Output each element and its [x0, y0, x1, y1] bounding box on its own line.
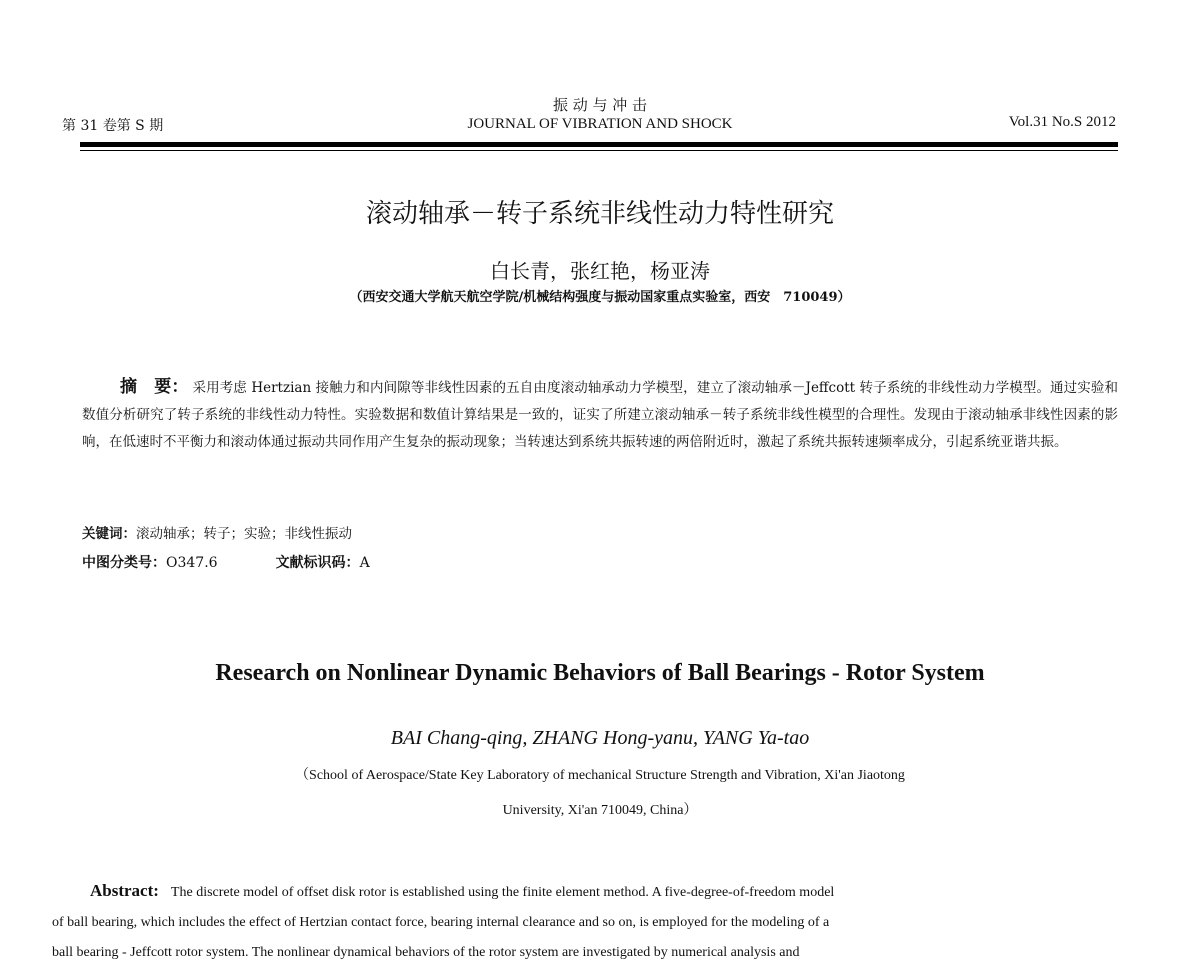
abstract-cn-text: 采用考虑 Hertzian 接触力和内间隙等非线性因素的五自由度滚动轴承动力学模型，建立了滚动轴承－Jeffcott 转子系统的非线性动力学模型。通过实验和数值分析研究了转子系统的非线性动力特性。实验数据和数值计算结果是一致的，证实了所建立滚动轴承－转子系统非线性模型的合理性。发现由于滚动轴承非线性因素的影响，在低速时不平衡力和滚动体通过振动共同作用产生复杂的振动现象；当转速达到系统共振转速的两倍附近时，激起了系统共振转速频率成分，引起系统亚谐共振。	[82, 380, 1119, 450]
journal-name-cn: 振 动 与 冲 击	[552, 96, 648, 114]
abstract-cn-label: 摘 要：	[120, 377, 189, 397]
keywords	[82, 522, 352, 542]
abstract-cn	[82, 374, 1118, 456]
journal-name-en: JOURNAL OF VIBRATION AND SHOCK	[467, 116, 733, 132]
paper-title-en: Research on Nonlinear Dynamic Behaviors of Ball Bearings - Rotor System	[215, 660, 985, 686]
header-rule	[80, 142, 1118, 147]
abstract-en-label: Abstract:	[90, 881, 159, 900]
classification-label: 中图分类号：	[82, 555, 166, 571]
keywords-label: 关键词：	[82, 526, 136, 542]
authors-en: BAI Chang-qing, ZHANG Hong-yanu, YANG Ya-tao	[390, 727, 810, 749]
classification-value: O347.6	[166, 555, 218, 571]
doc-code-label: 文献标识码：	[275, 555, 360, 571]
volume-info: Vol.31 No.S 2012	[1008, 114, 1116, 130]
abstract-en	[52, 876, 1152, 968]
header-rule-thin	[80, 150, 1118, 151]
abstract-en-line: ball bearing - Jeffcott rotor system. The nonlinear dynamical behaviors of the rotor system are investigated by numerical analysis and	[52, 945, 800, 960]
affiliation-en-line1: （School of Aerospace/State Key Laboratory of mechanical Structure Strength and Vibration, Xi'an Jiaotong	[295, 768, 905, 783]
affiliation-cn: （西安交通大学航天航空学院/机械结构强度与振动国家重点实验室，西安 710049）	[349, 290, 851, 305]
doc-code-value: A	[359, 555, 370, 571]
paper-title-cn: 滚动轴承－转子系统非线性动力特性研究	[365, 199, 834, 229]
authors-cn: 白长青，张红艳，杨亚涛	[490, 259, 710, 283]
keywords-text: 滚动轴承；转子；实验；非线性振动	[136, 526, 352, 542]
abstract-en-line: of ball bearing, which includes the effect of Hertzian contact force, bearing internal clearance and so on, is employed for the modeling of a	[52, 915, 830, 930]
affiliation-en-line2: University, Xi'an 710049, China）	[502, 803, 698, 818]
issue-info: 第 31 卷第 S 期	[62, 118, 164, 134]
classification	[82, 552, 370, 572]
abstract-en-line: The discrete model of offset disk rotor is established using the finite element method. A five-degree-of-freedom model	[170, 885, 835, 900]
